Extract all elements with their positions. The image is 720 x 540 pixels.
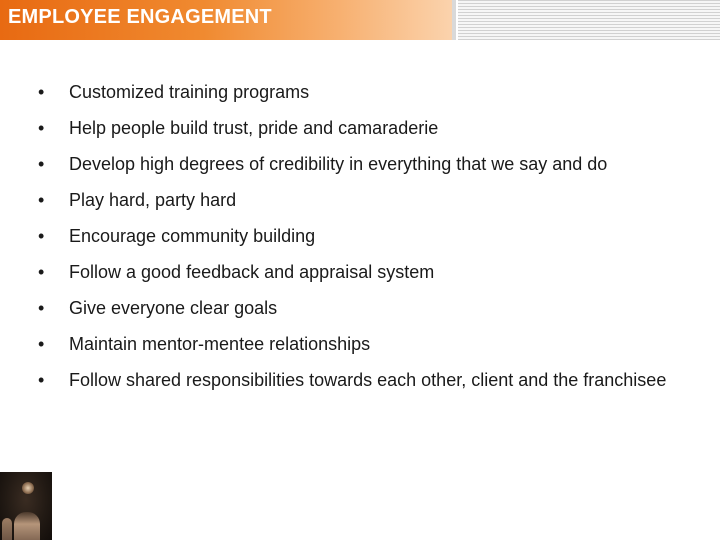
- hand-shape: [2, 518, 12, 540]
- bullet-text: Customized training programs: [69, 82, 310, 102]
- bullet-text: Maintain mentor-mentee relationships: [69, 334, 371, 354]
- candle-glow: [22, 482, 34, 494]
- bullet-marker: •: [38, 226, 45, 246]
- slide-title: EMPLOYEE ENGAGEMENT: [8, 6, 272, 28]
- bullet-item: [38, 262, 688, 283]
- bullet-item: [38, 370, 688, 391]
- bullet-text: Encourage community building: [69, 226, 316, 246]
- title-divider: [452, 0, 456, 40]
- bullet-text: Develop high degrees of credibility in everything that we say and do: [69, 154, 608, 174]
- title-banner: [0, 0, 452, 40]
- bullet-item: [38, 190, 688, 211]
- bullet-item: [38, 154, 688, 175]
- bullet-item: [38, 334, 688, 355]
- bullet-marker: •: [38, 118, 45, 138]
- bullet-item: [38, 226, 688, 247]
- title-bar: [0, 0, 720, 40]
- bullet-marker: •: [38, 154, 45, 174]
- bullet-marker: •: [38, 190, 45, 210]
- bullet-item: [38, 118, 688, 139]
- bullet-marker: •: [38, 82, 45, 102]
- bullet-text: Follow shared responsibilities towards each other, client and the franchisee: [69, 370, 667, 390]
- bullet-text: Play hard, party hard: [69, 190, 237, 210]
- bullet-text: Help people build trust, pride and camaraderie: [69, 118, 439, 138]
- bullet-text: Give everyone clear goals: [69, 298, 278, 318]
- bullet-marker: •: [38, 370, 45, 390]
- striped-decoration: [458, 0, 720, 40]
- hand-shape: [14, 512, 40, 540]
- bullet-marker: •: [38, 298, 45, 318]
- bullet-text: Follow a good feedback and appraisal system: [69, 262, 435, 282]
- bullet-item: [38, 298, 688, 319]
- bullet-item: [38, 82, 688, 103]
- bullet-marker: •: [38, 334, 45, 354]
- bullet-list: [38, 82, 688, 406]
- bullet-marker: •: [38, 262, 45, 282]
- decorative-photo: [0, 472, 52, 540]
